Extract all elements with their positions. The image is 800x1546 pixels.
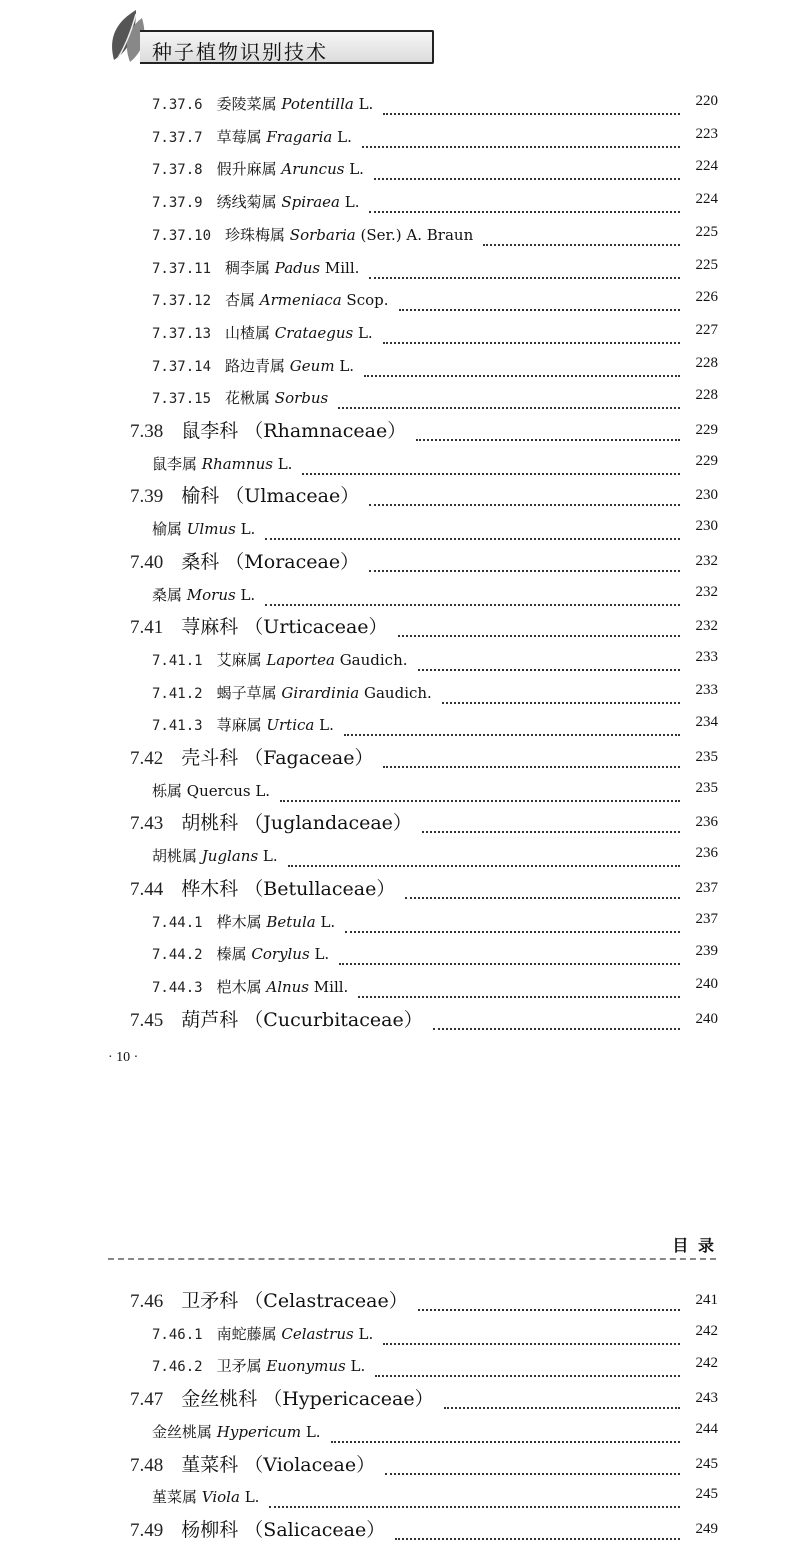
- toc-entry[interactable]: [0, 911, 800, 937]
- toc-entry-label: [152, 976, 348, 997]
- toc-entry-authority: L.: [339, 193, 360, 212]
- toc-entry-page: 249: [695, 1520, 718, 1537]
- toc-leader-dots: [288, 845, 680, 867]
- toc-entry-authority: Mill.: [320, 258, 360, 277]
- toc-entry-number: 7.37.14: [152, 358, 212, 375]
- toc-entry[interactable]: [0, 518, 800, 544]
- toc-entry-number: 7.37.13: [152, 325, 212, 342]
- toc-entry-page: 245: [695, 1455, 718, 1472]
- toc-entry-number: 7.44.2: [152, 947, 203, 964]
- toc-entry-chinese-name: 金丝桃科: [181, 1388, 258, 1411]
- toc-entry-chinese-name: 胡桃科: [181, 812, 239, 835]
- toc-entry-page: 236: [695, 814, 718, 831]
- toc-leader-dots: [265, 584, 680, 606]
- toc-entry-number: 7.46.2: [152, 1359, 203, 1376]
- toc-leader-dots: [433, 1008, 680, 1030]
- toc-entry-chinese-name: 卫矛属: [216, 1357, 267, 1376]
- toc-entry[interactable]: [0, 289, 800, 315]
- toc-entry-label: [152, 289, 389, 310]
- toc-entry-page: 243: [695, 1390, 718, 1407]
- toc-entry[interactable]: [0, 191, 800, 217]
- toc-leader-dots: [398, 615, 680, 637]
- toc-entry-chinese-name: 路边青属: [225, 356, 290, 375]
- toc-entry-chinese-name: 胡桃属: [152, 847, 202, 866]
- book-title-box: [140, 30, 434, 64]
- toc-entry-number: 7.46: [130, 1291, 164, 1312]
- toc-entry[interactable]: [0, 649, 800, 675]
- toc-entry-chinese-name: 委陵菜属: [216, 95, 282, 113]
- toc-entry-label: [130, 1005, 423, 1032]
- book-header: [106, 8, 338, 66]
- toc-entry[interactable]: [0, 1388, 800, 1414]
- toc-leader-dots: [369, 257, 680, 279]
- toc-entry-latin-name: Geum: [289, 356, 335, 375]
- toc-entry-authority: （Ulmaceae）: [219, 485, 360, 508]
- toc-entry-label: [152, 355, 354, 376]
- toc-entry-chinese-name: 山楂属: [225, 323, 275, 342]
- toc-entry-latin-name: Ulmus: [186, 520, 236, 539]
- toc-entry-page: 235: [695, 749, 718, 765]
- toc-entry-label: [152, 1323, 373, 1344]
- toc-entry-chinese-name: 草莓属: [216, 127, 267, 146]
- toc-entry-authority: L.: [301, 1422, 321, 1441]
- toc-leader-dots: [444, 1387, 680, 1409]
- toc-entry-label: [130, 743, 373, 770]
- toc-entry-label: [130, 1286, 408, 1313]
- toc-leader-dots: [405, 877, 680, 899]
- toc-entry[interactable]: [0, 453, 800, 479]
- toc-entry-chinese-name: 鼠李属: [152, 454, 202, 473]
- toc-entry-page: 242: [695, 1322, 718, 1339]
- toc-entry-page: 233: [695, 681, 718, 698]
- toc-entry-chinese-name: 花楸属: [225, 389, 275, 408]
- toc-entry-latin-name: Spiraea: [281, 193, 340, 212]
- toc-entry-authority: Gaudich.: [359, 683, 432, 702]
- toc-leader-dots: [369, 191, 680, 213]
- toc-entry-number: 7.37.9: [152, 195, 203, 212]
- toc-entry[interactable]: [0, 747, 800, 773]
- toc-entry-chinese-name: 卫矛科: [181, 1290, 239, 1312]
- toc-entry[interactable]: [0, 714, 800, 740]
- toc-entry-page: 236: [695, 845, 718, 862]
- section-title: 目 录: [672, 1236, 716, 1255]
- toc-leader-dots: [331, 1421, 680, 1443]
- toc-entry-authority: （Fagaceae）: [238, 747, 374, 769]
- toc-entry-chinese-name: 南蛇藤属: [216, 1324, 282, 1343]
- toc-entry-label: [152, 322, 373, 343]
- page-number: · 10 ·: [108, 1050, 139, 1065]
- toc-entry-page: 230: [695, 487, 718, 504]
- toc-entry-label: [130, 1515, 385, 1542]
- toc-entry[interactable]: [0, 812, 800, 838]
- toc-leader-dots: [374, 158, 680, 180]
- book-title: 种子植物识别技术: [152, 40, 328, 64]
- toc-entry[interactable]: [0, 780, 800, 806]
- toc-leader-dots: [383, 746, 680, 768]
- toc-leader-dots: [395, 1518, 680, 1540]
- toc-entry-page: 228: [695, 354, 718, 371]
- toc-entry-latin-name: Rhamnus: [201, 454, 273, 473]
- toc-leader-dots: [358, 976, 680, 998]
- toc-entry-authority: （Moraceae）: [219, 550, 360, 573]
- toc-entry-authority: L.: [258, 847, 278, 866]
- toc-entry-page: 224: [695, 191, 718, 208]
- toc-entry[interactable]: [0, 1486, 800, 1512]
- toc-entry-latin-name: Celastrus: [281, 1324, 354, 1343]
- toc-entry-number: 7.37.10: [152, 227, 212, 244]
- toc-entry-number: 7.41.3: [152, 718, 203, 735]
- toc-entry-number: 7.38: [130, 421, 164, 442]
- toc-entry-number: 7.37.7: [152, 129, 203, 146]
- toc-entry-number: 7.37.15: [152, 391, 212, 408]
- toc-entry-label: [152, 682, 432, 703]
- toc-entry-label: [152, 649, 408, 670]
- toc-entry-latin-name: Crataegus: [274, 323, 354, 342]
- toc-entry-page: 232: [695, 618, 718, 635]
- toc-entry-label: [152, 191, 359, 212]
- toc-leader-dots: [345, 911, 680, 933]
- toc-entry[interactable]: [0, 355, 800, 381]
- toc-entry-chinese-name: 桦木科: [181, 877, 239, 900]
- toc-entry-number: 7.39: [130, 486, 164, 508]
- toc-entry[interactable]: [0, 158, 800, 184]
- toc-entry-page: 242: [695, 1355, 718, 1372]
- toc-entry-label: [152, 1486, 259, 1507]
- toc-entry-number: 7.37.12: [152, 293, 212, 310]
- toc-entry[interactable]: [0, 1454, 800, 1480]
- toc-entry-authority: L.: [345, 1357, 366, 1376]
- toc-entry-label: [130, 808, 412, 835]
- toc-entry-authority: L.: [235, 585, 256, 604]
- toc-entry-latin-name: Sorbaria: [289, 225, 356, 244]
- toc-entry-label: [130, 547, 359, 574]
- toc-entry[interactable]: [0, 845, 800, 871]
- toc-entry[interactable]: [0, 322, 800, 348]
- toc-entry-authority: （Urticaceae）: [238, 616, 388, 639]
- toc-entry-chinese-name: 栎属: [152, 781, 183, 800]
- toc-entry-authority: L.: [272, 454, 293, 473]
- toc-entry-number: 7.37.6: [152, 97, 203, 113]
- toc-entry-chinese-name: 蝎子草属: [216, 683, 282, 702]
- toc-entry-number: 7.44.3: [152, 979, 203, 996]
- toc-entry-authority: Quercus L.: [182, 781, 271, 800]
- toc-entry-latin-name: Sorbus: [274, 389, 329, 408]
- toc-entry-number: 7.37.11: [152, 260, 212, 277]
- toc-entry[interactable]: [0, 485, 800, 511]
- toc-entry-authority: Gaudich.: [334, 650, 408, 669]
- toc-entry-label: [152, 387, 328, 408]
- toc-entry-page: 232: [695, 552, 718, 569]
- toc-entry[interactable]: [0, 126, 800, 152]
- toc-entry-page: 239: [695, 943, 718, 960]
- toc-entry-page: 237: [695, 910, 718, 927]
- toc-entry-latin-name: Urtica: [266, 716, 315, 735]
- toc-entry-label: [152, 1355, 365, 1376]
- toc-entry-latin-name: Armeniaca: [259, 291, 342, 310]
- toc-entry-page: 244: [695, 1420, 718, 1437]
- toc-entry-page: 225: [695, 223, 718, 240]
- toc-entry-label: [152, 158, 364, 179]
- toc-entry-label: [152, 224, 473, 245]
- toc-entry-chinese-name: 桑属: [152, 585, 187, 604]
- toc-leader-dots: [375, 1355, 680, 1377]
- toc-leader-dots: [369, 550, 680, 572]
- toc-entry-authority: L.: [332, 127, 352, 146]
- toc-leader-dots: [369, 484, 680, 506]
- toc-entry-label: [130, 1450, 375, 1477]
- toc-leader-dots: [269, 1486, 680, 1508]
- toc-entry-authority: L.: [239, 1488, 260, 1507]
- toc-entry-authority: L.: [314, 716, 334, 735]
- toc-entry-number: 7.43: [130, 813, 164, 835]
- toc-entry-authority: （Salicaceae）: [238, 1518, 386, 1541]
- toc-entry-authority: (Ser.) A. Braun: [355, 225, 474, 244]
- toc-entry-label: [152, 1421, 321, 1442]
- toc-entry-chinese-name: 稠李属: [225, 258, 275, 277]
- toc-entry[interactable]: [0, 1290, 800, 1316]
- toc-entry-page: 224: [695, 158, 718, 175]
- toc-entry-authority: L.: [353, 323, 373, 342]
- toc-entry[interactable]: [0, 387, 800, 413]
- toc-entry-latin-name: Juglans: [201, 847, 259, 866]
- toc-entry-authority: （Hypericaceae）: [257, 1388, 434, 1411]
- toc-leader-dots: [383, 1323, 680, 1345]
- toc-entry-page: 237: [695, 879, 718, 896]
- toc-entry[interactable]: [0, 1421, 800, 1447]
- toc-leader-dots: [339, 943, 680, 965]
- toc-entry-latin-name: Euonymus: [266, 1357, 346, 1376]
- toc-entry-latin-name: Viola: [201, 1488, 240, 1507]
- toc-entry-chinese-name: 绣线菊属: [216, 193, 282, 212]
- section-divider: [108, 1258, 716, 1260]
- toc-entry[interactable]: [0, 943, 800, 969]
- toc-entry-label: [130, 612, 388, 639]
- toc-entry[interactable]: [0, 1519, 800, 1545]
- toc-leader-dots: [418, 649, 680, 671]
- toc-entry-latin-name: Corylus: [251, 945, 310, 964]
- toc-entry-page: 229: [695, 452, 718, 469]
- toc-leader-dots: [442, 682, 680, 704]
- toc-entry-authority: L.: [315, 912, 336, 931]
- toc-entry-latin-name: Alnus: [266, 977, 310, 996]
- toc-entry[interactable]: [0, 93, 800, 119]
- toc-entry-chinese-name: 桤木属: [216, 977, 267, 996]
- toc-entry[interactable]: [0, 551, 800, 577]
- toc-entry-chinese-name: 假升麻属: [216, 160, 282, 179]
- toc-entry-number: 7.49: [130, 1519, 164, 1541]
- toc-entry-label: [152, 911, 335, 932]
- toc-entry-chinese-name: 杏属: [225, 291, 260, 310]
- toc-leader-dots: [383, 322, 680, 344]
- toc-entry[interactable]: [0, 224, 800, 250]
- toc-entry-authority: Scop.: [341, 291, 389, 310]
- toc-entry-label: [152, 93, 373, 114]
- toc-leader-dots: [362, 126, 680, 148]
- toc-entry-authority: L.: [309, 945, 330, 964]
- toc-entry-chinese-name: 桑科: [181, 550, 220, 573]
- toc-leader-dots: [416, 419, 680, 441]
- toc-entry-number: 7.42: [130, 748, 164, 769]
- toc-leader-dots: [383, 93, 680, 115]
- toc-entry[interactable]: [0, 420, 800, 446]
- toc-entry[interactable]: [0, 878, 800, 904]
- toc-entry-number: 7.41.2: [152, 685, 203, 702]
- toc-entry-authority: Mill.: [309, 977, 349, 996]
- toc-entry-chinese-name: 荨麻科: [181, 616, 239, 639]
- toc-entry-page: 234: [695, 714, 718, 731]
- toc-entry-label: [152, 584, 255, 605]
- toc-entry-authority: L.: [353, 1324, 374, 1343]
- toc-entry-number: 7.46.1: [152, 1326, 203, 1343]
- toc-leader-dots: [280, 780, 680, 802]
- toc-entry[interactable]: [0, 1009, 800, 1035]
- toc-entry-page: 228: [695, 387, 718, 404]
- toc-entry-page: 240: [695, 975, 718, 992]
- toc-leader-dots: [483, 224, 680, 246]
- toc-entry-label: [152, 518, 255, 539]
- toc-entry-authority: （Celastraceae）: [238, 1290, 408, 1312]
- toc-entry-page: 235: [695, 779, 718, 796]
- toc-entry-page: 229: [695, 422, 718, 438]
- toc-entry-page: 225: [695, 256, 718, 273]
- toc-entry-page: 240: [695, 1010, 718, 1027]
- toc-entry-authority: （Juglandaceae）: [238, 812, 412, 835]
- toc-entry-latin-name: Padus: [274, 258, 321, 277]
- toc-entry-page: 233: [695, 648, 718, 665]
- toc-entry-chinese-name: 鼠李科: [181, 420, 239, 442]
- toc-entry[interactable]: [0, 1323, 800, 1349]
- toc-entry-latin-name: Girardinia: [281, 683, 360, 702]
- toc-leader-dots: [385, 1453, 680, 1475]
- toc-entry-page: 220: [695, 93, 718, 109]
- toc-entry-number: 7.48: [130, 1454, 164, 1476]
- toc-entry-label: [152, 453, 292, 474]
- toc-entry-number: 7.47: [130, 1389, 164, 1411]
- toc-entry[interactable]: [0, 616, 800, 642]
- toc-entry-number: 7.37.8: [152, 162, 203, 179]
- toc-leader-dots: [265, 518, 680, 540]
- toc-leader-dots: [399, 289, 680, 311]
- toc-entry-label: [152, 845, 278, 866]
- toc-entry-number: 7.41.1: [152, 652, 203, 669]
- toc-entry-latin-name: Fragaria: [266, 127, 333, 146]
- toc-entry-chinese-name: 珍珠梅属: [225, 225, 290, 244]
- toc-entry-number: 7.45: [130, 1009, 164, 1031]
- toc-entry-number: 7.41: [130, 617, 164, 639]
- toc-entry-chinese-name: 桦木属: [216, 912, 267, 931]
- toc-entry-label: [152, 257, 359, 278]
- toc-entry-authority: L.: [334, 356, 355, 375]
- toc-entry-page: 223: [695, 125, 718, 142]
- toc-entry-page: 226: [695, 289, 718, 306]
- toc-entry-page: 227: [695, 321, 718, 338]
- toc-entry-authority: L.: [235, 520, 256, 539]
- toc-entry[interactable]: [0, 584, 800, 610]
- toc-leader-dots: [364, 355, 680, 377]
- toc-entry-label: [130, 481, 359, 508]
- toc-leader-dots: [418, 1289, 680, 1311]
- toc-entry-page: 230: [695, 518, 718, 535]
- toc-entry-chinese-name: 榛属: [216, 945, 252, 964]
- toc-entry-number: 7.40: [130, 551, 164, 573]
- toc-entry-latin-name: Betula: [266, 912, 316, 931]
- toc-entry-chinese-name: 堇菜属: [152, 1488, 202, 1507]
- toc-entry-page: 245: [695, 1486, 718, 1503]
- toc-entry-authority: （Cucurbitaceae）: [238, 1008, 423, 1031]
- toc-entry-label: [130, 874, 395, 901]
- toc-entry-label: [152, 714, 334, 735]
- toc-entry-latin-name: Laportea: [266, 650, 335, 669]
- toc-entry-latin-name: Hypericum: [216, 1422, 302, 1441]
- toc-entry-label: [130, 1384, 434, 1411]
- toc-entry-label: [152, 126, 352, 147]
- toc-entry-chinese-name: 荨麻属: [216, 716, 267, 735]
- toc-entry-authority: L.: [353, 95, 374, 113]
- toc-entry-chinese-name: 榆属: [152, 520, 187, 539]
- toc-entry-page: 232: [695, 583, 718, 600]
- toc-entry[interactable]: [0, 976, 800, 1002]
- toc-entry-number: 7.44: [130, 878, 164, 900]
- toc-entry-latin-name: Potentilla: [281, 95, 354, 113]
- toc-entry-chinese-name: 堇菜科: [181, 1453, 239, 1476]
- toc-entry[interactable]: [0, 257, 800, 283]
- toc-entry[interactable]: [0, 1355, 800, 1381]
- toc-entry-authority: （Violaceae）: [238, 1453, 376, 1476]
- toc-entry-latin-name: Aruncus: [281, 160, 345, 179]
- toc-leader-dots: [344, 714, 680, 736]
- toc-entry-authority: （Rhamnaceae）: [238, 420, 407, 442]
- toc-leader-dots: [302, 453, 680, 475]
- toc-entry-latin-name: Morus: [186, 585, 236, 604]
- toc-entry-chinese-name: 壳斗科: [181, 747, 239, 769]
- toc-entry-chinese-name: 艾麻属: [216, 650, 267, 669]
- toc-entry-authority: （Betullaceae）: [238, 877, 396, 900]
- toc-entry-label: [152, 780, 270, 801]
- toc-entry-chinese-name: 榆科: [181, 485, 220, 508]
- toc-entry-number: 7.44.1: [152, 914, 203, 931]
- toc-entry-chinese-name: 葫芦科: [181, 1008, 239, 1031]
- toc-entry-authority: L.: [344, 160, 364, 179]
- toc-entry-chinese-name: 金丝桃属: [152, 1422, 217, 1441]
- toc-entry-label: [152, 943, 329, 964]
- toc-entry-page: 241: [695, 1292, 718, 1308]
- toc-entry-chinese-name: 杨柳科: [181, 1518, 239, 1541]
- toc-leader-dots: [338, 387, 680, 409]
- toc-leader-dots: [422, 811, 680, 833]
- toc-entry-label: [130, 416, 406, 443]
- toc-entry[interactable]: [0, 682, 800, 708]
